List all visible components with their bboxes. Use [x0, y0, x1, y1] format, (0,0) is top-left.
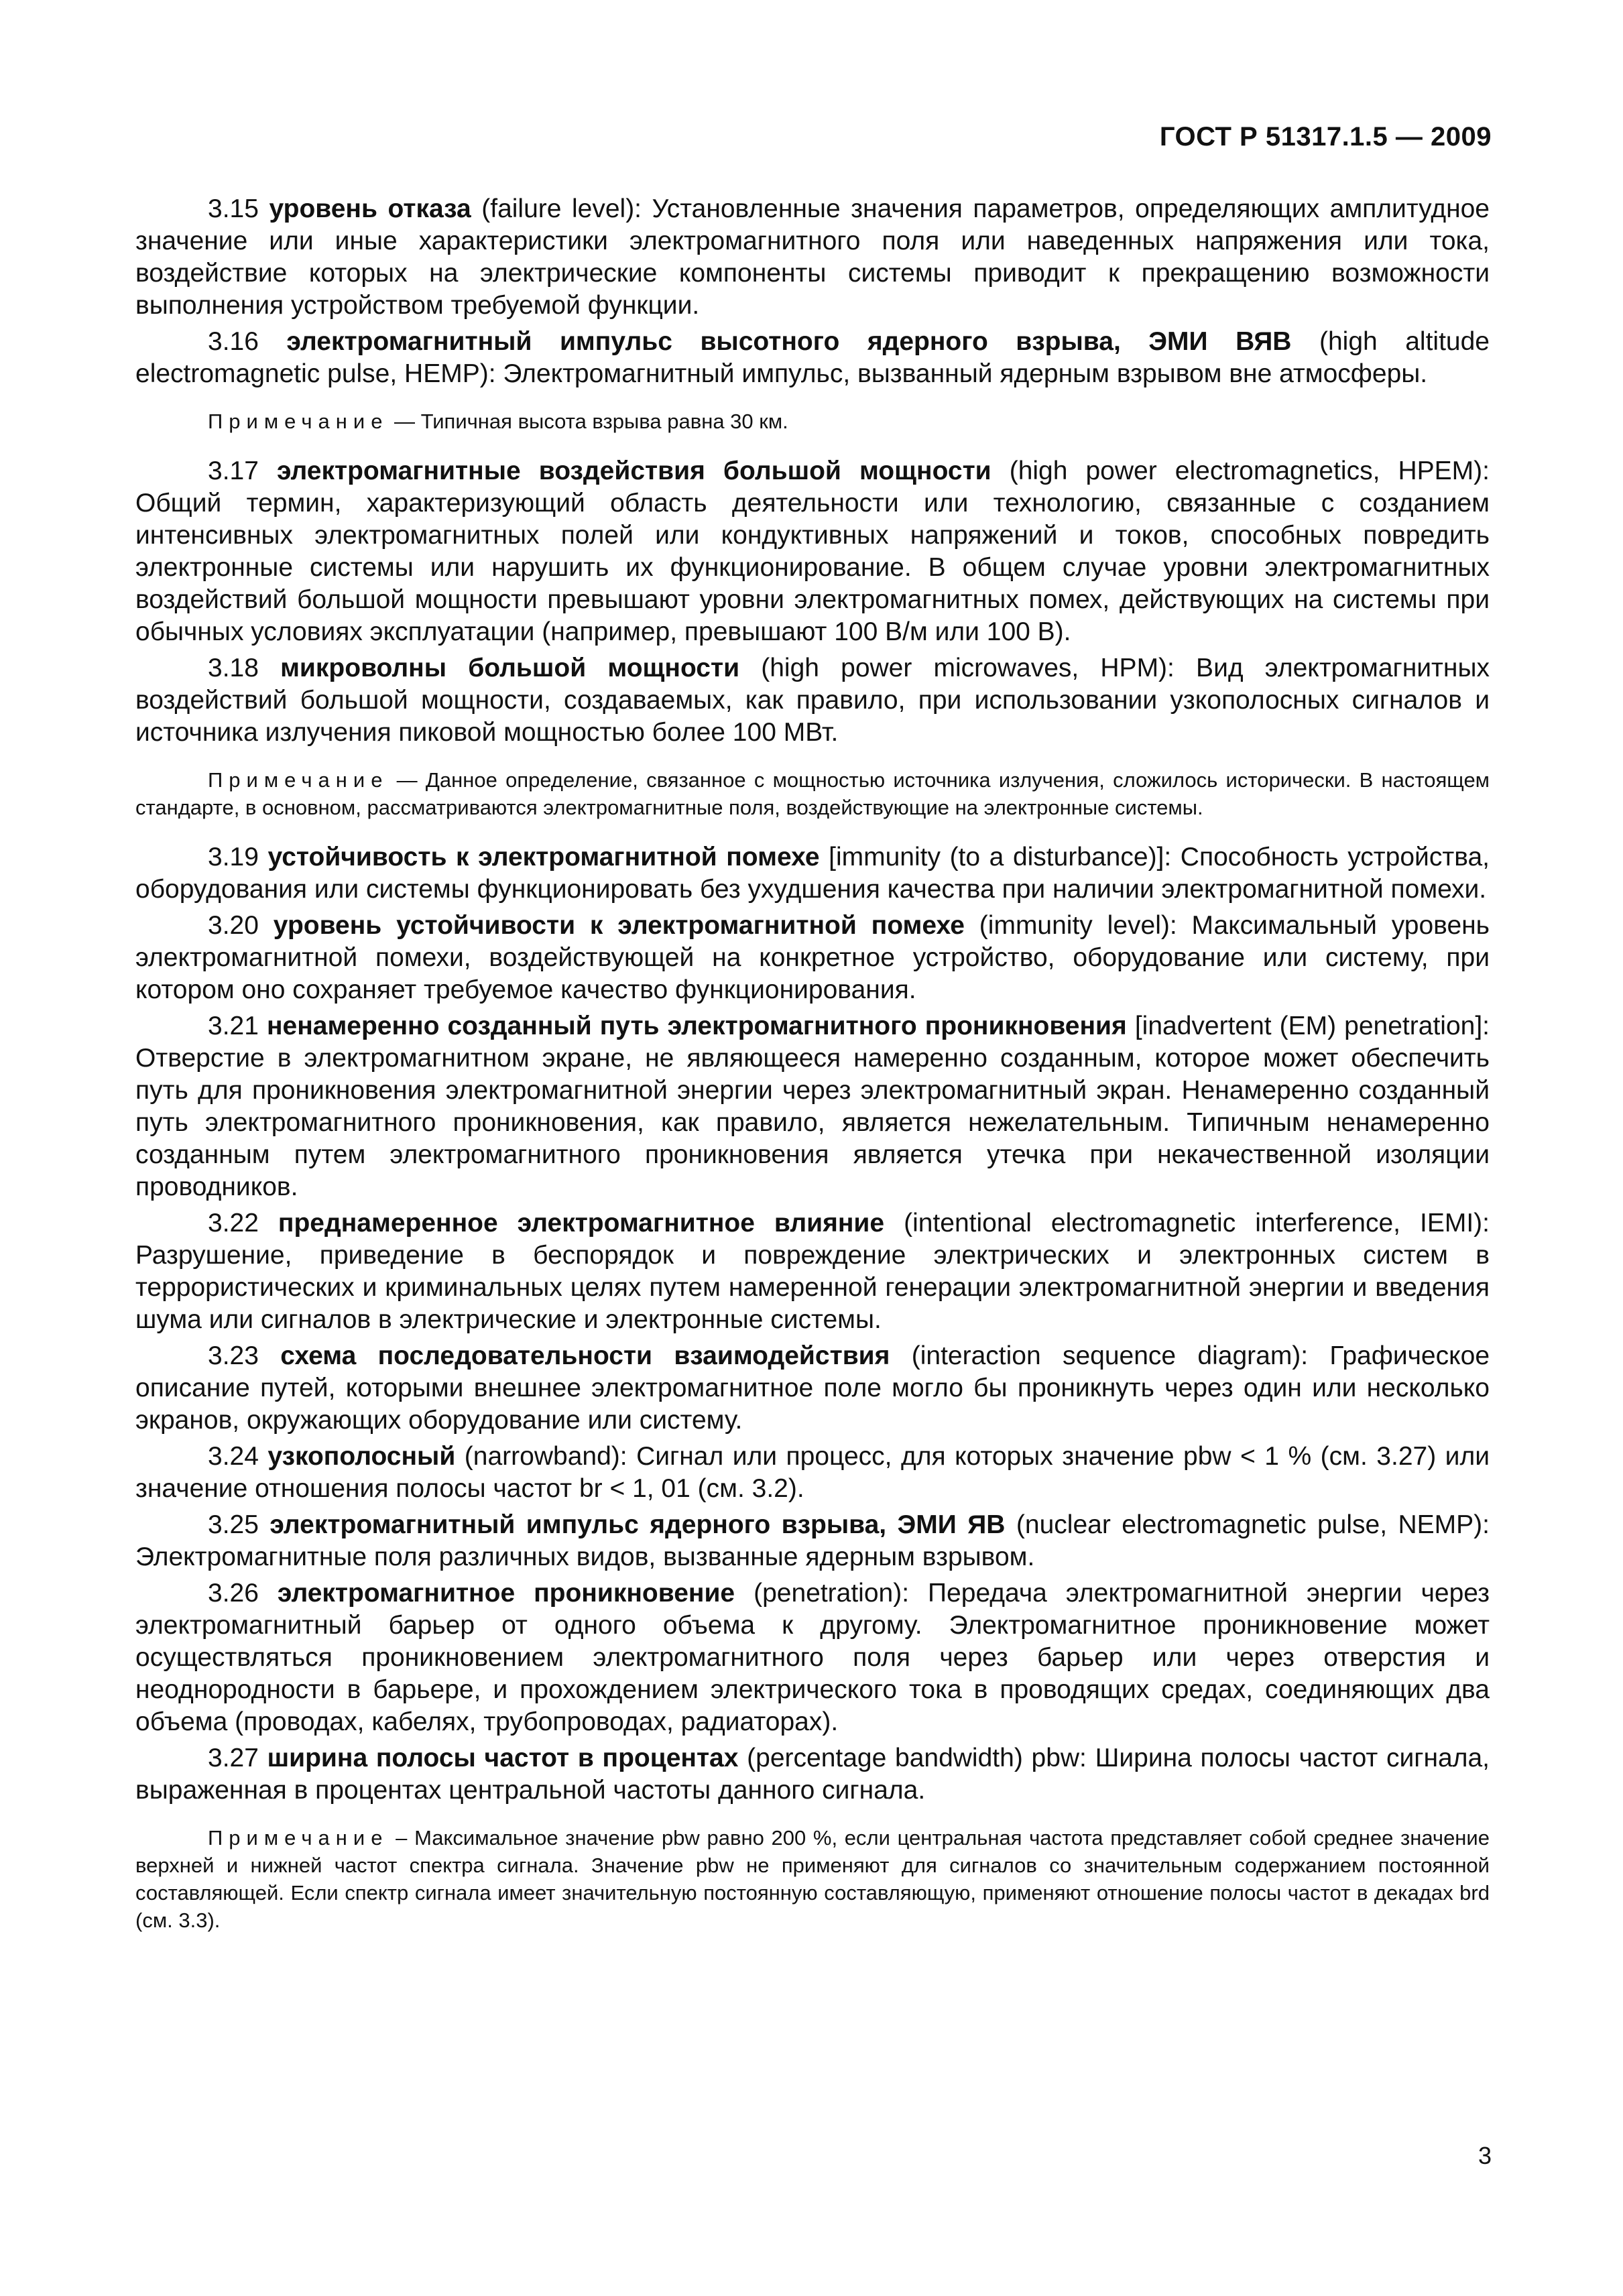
definition-3-18	[135, 652, 1490, 749]
note-label: Примечание	[208, 410, 389, 433]
definition-3-20	[135, 910, 1490, 1006]
entry-number: 3.17	[208, 457, 277, 485]
document-body	[135, 193, 1490, 1954]
definition-3-26	[135, 1577, 1490, 1738]
entry-definition: [inadvertent (EM) penetration]: Отверстие в электромагнитном экране, не являющееся намеренно созданным, которое может обеспечить путь для проникновения электромагнитной энергии через электромагнитный экран. Ненамеренно созданный путь электромагнитного проникновения, как правило, является нежелательным. Типичным ненамеренно созданным путем электромагнитного проникновения является утечка при некачественной изоляции проводников.	[135, 1012, 1490, 1201]
entry-term: ненамеренно созданный путь электромагнитного проникновения	[266, 1012, 1127, 1040]
entry-definition: (narrowband): Сигнал или процесс, для которых значение pbw < 1 % (см. 3.27) или значение отношения полосы частот br < 1, 01 (см. 3.2).	[135, 1442, 1490, 1503]
definition-3-21	[135, 1010, 1490, 1203]
definition-3-24	[135, 1441, 1490, 1505]
note-text: — Данное определение, связанное с мощностью источника излучения, сложилось исторически. В настоящем стандарте, в основном, рассматриваются электромагнитные поля, воздействующие на электронные системы.	[135, 768, 1490, 819]
entry-number: 3.26	[208, 1579, 278, 1608]
entry-term: уровень устойчивости к электромагнитной помехе	[273, 911, 965, 940]
definition-3-16	[135, 326, 1490, 390]
entry-term: электромагнитные воздействия большой мощности	[276, 457, 991, 485]
note-text: — Типичная высота взрыва равна 30 км.	[388, 410, 788, 433]
note-3-27	[135, 1824, 1490, 1934]
entry-definition: (failure level): Установленные значения параметров, определяющих амплитудное значение или иные характеристики электромагнитного поля или наведенных напряжения или тока, воздействие которых на электрические компоненты системы приводит к прекращению возможности выполнения устройством требуемой функции.	[135, 194, 1490, 320]
entry-definition: (intentional electromagnetic interference, IEMI): Разрушение, приведение в беспорядок и повреждение электрических и электронных систем в террористических и криминальных целях путем намеренной генерации электромагнитной энергии и введения шума или сигналов в электрические и электронные системы.	[135, 1209, 1490, 1334]
entry-term: уровень отказа	[269, 194, 471, 223]
entry-definition: [immunity (to a disturbance)]: Способность устройства, оборудования или системы функционировать без ухудшения качества при наличии электромагнитной помехи.	[135, 843, 1490, 904]
note-label: Примечание	[208, 768, 389, 792]
definition-3-19	[135, 841, 1490, 906]
entry-number: 3.23	[208, 1341, 281, 1370]
entry-term: преднамеренное электромагнитное влияние	[278, 1209, 885, 1237]
entry-number: 3.25	[208, 1510, 270, 1539]
definition-3-15	[135, 193, 1490, 322]
note-label: Примечание	[208, 1826, 389, 1850]
entry-definition: (immunity level): Максимальный уровень электромагнитной помехи, воздействующей на конкретное устройство, оборудование или систему, при котором оно сохраняет требуемое качество функционирования.	[135, 911, 1490, 1004]
entry-definition: (penetration): Передача электромагнитной энергии через электромагнитный барьер от одного объема к другому. Электромагнитное проникновение может осуществляться проникновением электромагнитного поля через барьер или через отверстия и неоднородности в барьере, и прохождением электрического тока в проводящих средах, соединяющих два объема (проводах, кабелях, трубопроводах, радиаторах).	[135, 1579, 1490, 1736]
entry-number: 3.19	[208, 843, 268, 871]
entry-number: 3.22	[208, 1209, 278, 1237]
definition-3-23	[135, 1340, 1490, 1437]
entry-definition: (interaction sequence diagram): Графическое описание путей, которыми внешнее электромагнитное поле могло бы проникнуть через один или несколько экранов, окружающих оборудование или систему.	[135, 1341, 1490, 1435]
definition-3-17	[135, 455, 1490, 648]
entry-term: узкополосный	[267, 1442, 456, 1471]
entry-term: электромагнитный импульс ядерного взрыва, ЭМИ ЯВ	[269, 1510, 1006, 1539]
entry-term: электромагнитное проникновение	[277, 1579, 735, 1608]
note-3-16	[135, 408, 1490, 435]
note-3-18	[135, 766, 1490, 821]
entry-number: 3.21	[208, 1012, 267, 1040]
entry-definition: (nuclear electromagnetic pulse, NEMP): Электромагнитные поля различных видов, вызванные ядерным взрывом.	[135, 1510, 1490, 1571]
entry-number: 3.16	[208, 327, 287, 356]
entry-definition: (high altitude electromagnetic pulse, HEMP): Электромагнитный импульс, вызванный ядерным взрывом вне атмосферы.	[135, 327, 1490, 388]
definition-3-22	[135, 1207, 1490, 1336]
definition-3-27	[135, 1742, 1490, 1807]
definition-3-25	[135, 1509, 1490, 1573]
entry-term: электромагнитный импульс высотного ядерного взрыва, ЭМИ ВЯВ	[286, 327, 1292, 356]
entry-number: 3.20	[208, 911, 274, 940]
entry-number: 3.18	[208, 654, 281, 682]
entry-term: схема последовательности взаимодействия	[280, 1341, 890, 1370]
entry-term: ширина полосы частот в процентах	[267, 1744, 739, 1772]
entry-number: 3.15	[208, 194, 269, 223]
entry-term: устойчивость к электромагнитной помехе	[267, 843, 820, 871]
entry-number: 3.27	[208, 1744, 267, 1772]
note-text: – Максимальное значение pbw равно 200 %, если центральная частота представляет собой среднее значение верхней и нижней частот спектра сигнала. Значение pbw не применяют для сигналов со значительным содержанием постоянной составляющей. Если спектр сигнала имеет значительную постоянную составляющую, применяют отношение полосы частот в декадах brd (см. 3.3).	[135, 1826, 1490, 1932]
entry-definition: (percentage bandwidth) pbw: Ширина полосы частот сигнала, выраженная в процентах центральной частоты данного сигнала.	[135, 1744, 1490, 1805]
document-header: ГОСТ Р 51317.1.5 — 2009	[1159, 122, 1492, 152]
page-number: 3	[1478, 2142, 1492, 2169]
entry-definition: (high power electromagnetics, HPEM): Общий термин, характеризующий область деятельности или технологию, связанные с созданием интенсивных электромагнитных полей или кондуктивных напряжений и токов, способных повредить электронные системы или нарушить их функционирование. В общем случае уровни электромагнитных воздействий большой мощности превышают уровни электромагнитных помех, действующих на системы при обычных условиях эксплуатации (например, превышают 100 В/м или 100 В).	[135, 457, 1490, 646]
entry-number: 3.24	[208, 1442, 268, 1471]
entry-definition: (high power microwaves, HPM): Вид электромагнитных воздействий большой мощности, создаваемых, как правило, при использовании узкополосных сигналов и источника излучения пиковой мощностью более 100 МВт.	[135, 654, 1490, 747]
entry-term: микроволны большой мощности	[280, 654, 740, 682]
